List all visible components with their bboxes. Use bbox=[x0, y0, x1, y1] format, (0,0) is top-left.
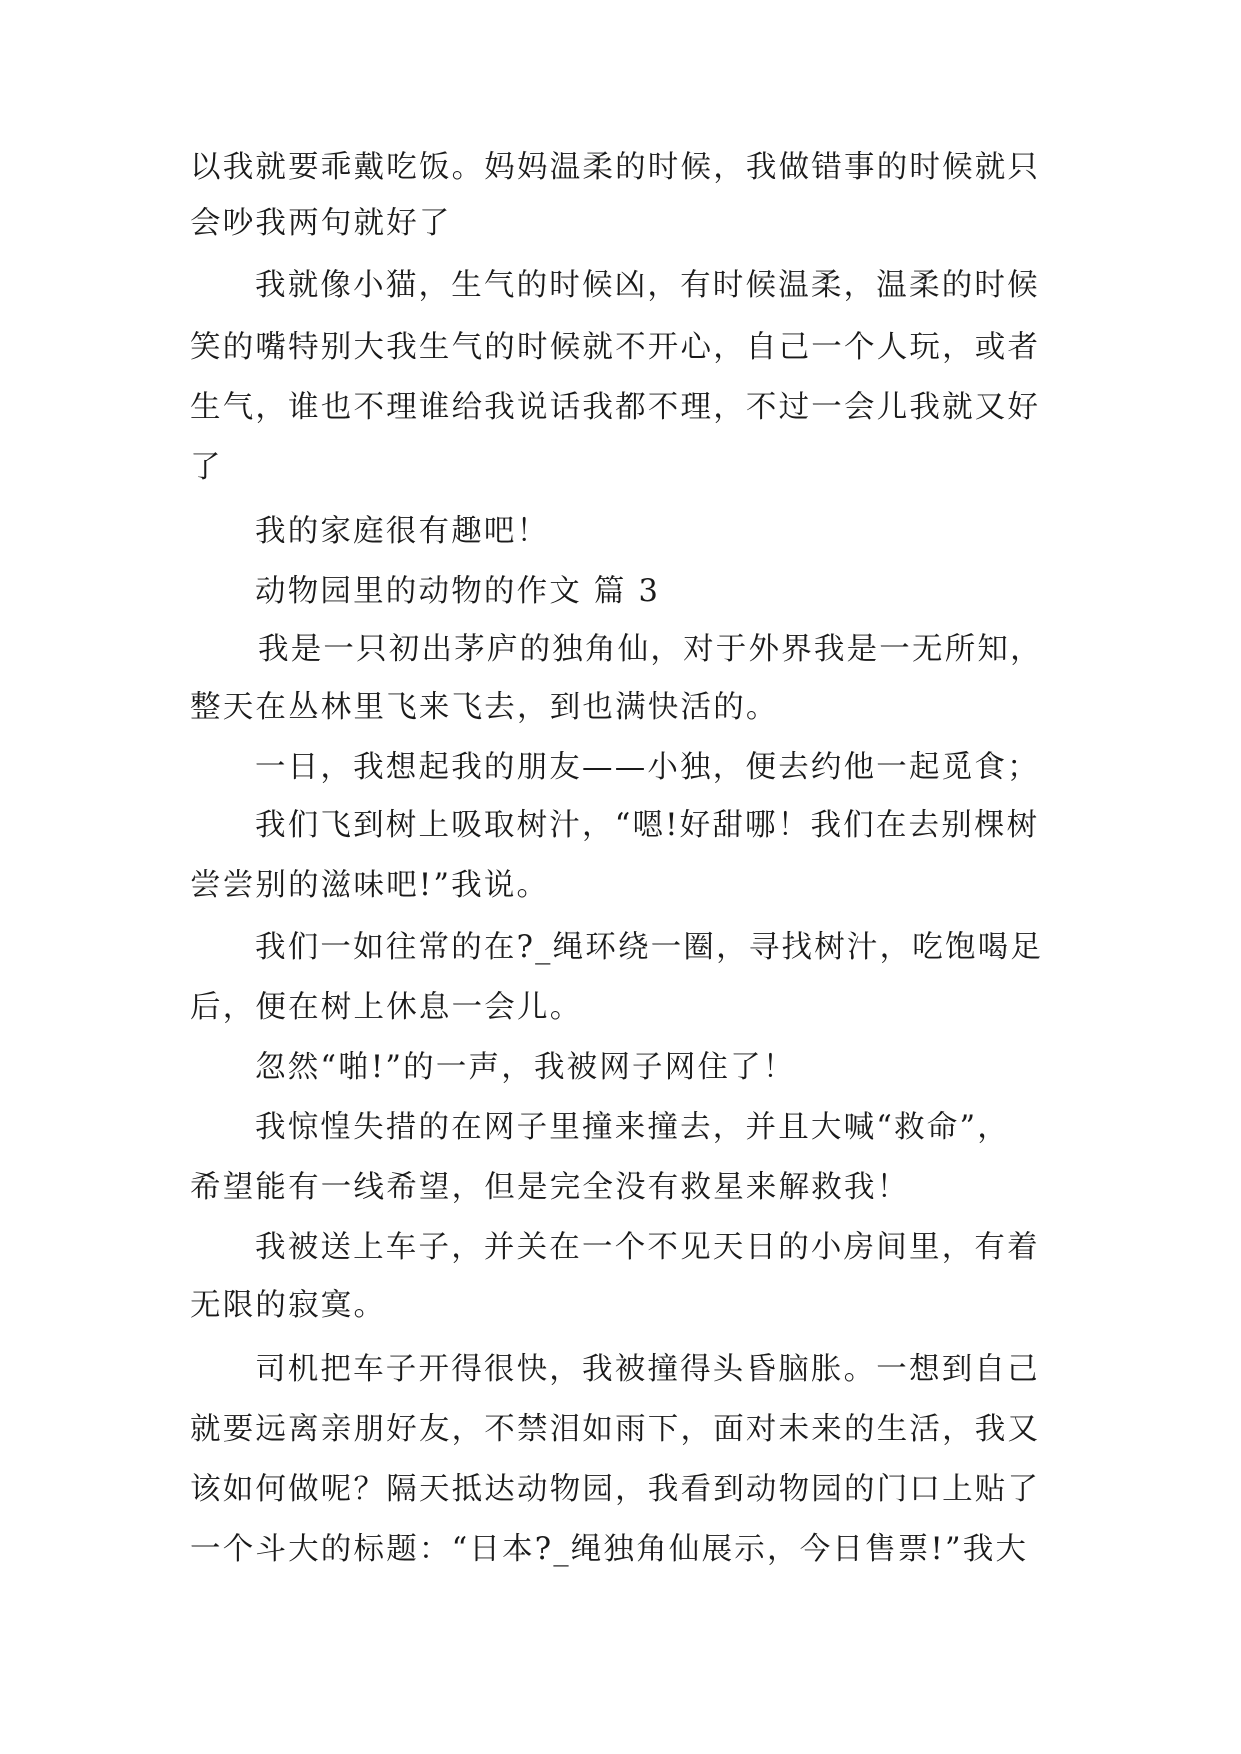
text-line: 生气，谁也不理谁给我说话我都不理，不过一会儿我就又好 bbox=[190, 390, 1041, 425]
text-line: 我们一如往常的在?_绳环绕一圈，寻找树汁，吃饱喝足 bbox=[255, 930, 1044, 965]
section-heading: 动物园里的动物的作文 篇 3 bbox=[255, 574, 661, 609]
text-line: 我是一只初出茅庐的独角仙，对于外界我是一无所知， bbox=[258, 632, 1043, 667]
text-line: 无限的寂寞。 bbox=[190, 1288, 387, 1323]
text-line: 了 bbox=[190, 450, 223, 485]
text-line: 忽然“啪!”的一声，我被网子网住了！ bbox=[255, 1050, 796, 1085]
text-line: 希望能有一线希望，但是完全没有救星来解救我！ bbox=[190, 1170, 910, 1205]
text-line: 一日，我想起我的朋友——小独，便去约他一起觅食； bbox=[255, 750, 1040, 785]
text-line: 司机把车子开得很快，我被撞得头昏脑胀。一想到自己 bbox=[255, 1352, 1040, 1387]
text-line: 我被送上车子，并关在一个不见天日的小房间里，有着 bbox=[255, 1230, 1040, 1265]
text-line: 后，便在树上休息一会儿。 bbox=[190, 990, 583, 1025]
text-line: 笑的嘴特别大我生气的时候就不开心，自己一个人玩，或者 bbox=[190, 330, 1041, 365]
text-line: 该如何做呢？隔天抵达动物园，我看到动物园的门口上贴了 bbox=[190, 1472, 1041, 1507]
text-line: 整天在丛林里飞来飞去，到也满快活的。 bbox=[190, 690, 779, 725]
text-line: 尝尝别的滋味吧!”我说。 bbox=[190, 868, 550, 903]
text-line: 我们飞到树上吸取树汁，“嗯!好甜哪！我们在去别棵树 bbox=[255, 808, 1040, 843]
text-line: 会吵我两句就好了 bbox=[190, 206, 452, 241]
text-line: 就要远离亲朋好友，不禁泪如雨下，面对未来的生活，我又 bbox=[190, 1412, 1041, 1447]
text-line: 我就像小猫，生气的时候凶，有时候温柔，温柔的时候 bbox=[255, 268, 1040, 303]
text-line: 一个斗大的标题：“日本?_绳独角仙展示，今日售票!”我大 bbox=[190, 1532, 1029, 1567]
text-line: 我的家庭很有趣吧！ bbox=[255, 514, 550, 549]
text-line: 以我就要乖戴吃饭。妈妈温柔的时候，我做错事的时候就只 bbox=[190, 150, 1041, 185]
text-line: 我惊惶失措的在网子里撞来撞去，并且大喊“救命”， bbox=[255, 1110, 1010, 1145]
